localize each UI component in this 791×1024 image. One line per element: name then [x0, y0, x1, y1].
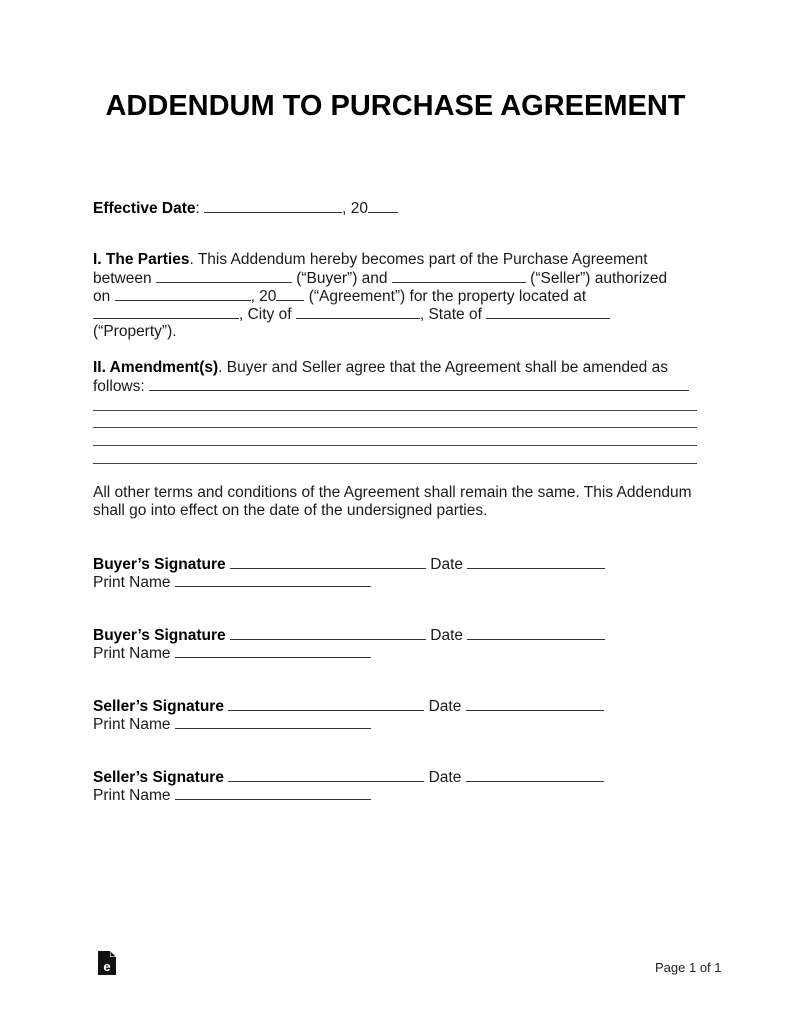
city-label: , City of [239, 306, 292, 323]
signature-block-3 [93, 697, 604, 716]
closing-line-2: shall go into effect on the date of the undersigned parties. [93, 502, 488, 519]
parties-agreement-text: (“Agreement”) for the property located at [308, 288, 587, 305]
print-name-field[interactable] [175, 786, 371, 800]
signature-field[interactable] [228, 697, 424, 711]
date-label: Date [428, 698, 462, 715]
print-name-label: Print Name [93, 574, 171, 591]
amendments-line-2 [93, 377, 689, 396]
closing-line-1: All other terms and conditions of the Agreement shall remain the same. This Addendum [93, 484, 692, 501]
buyer-name-field[interactable] [156, 269, 292, 283]
page-number: Page 1 of 1 [655, 960, 722, 975]
parties-on: on [93, 288, 111, 305]
parties-line-4 [93, 305, 610, 324]
effective-date-year-field[interactable] [368, 199, 398, 213]
signature-field[interactable] [228, 768, 424, 782]
print-name-label: Print Name [93, 716, 171, 733]
print-name-block-1 [93, 573, 371, 592]
date-label: Date [428, 769, 462, 786]
print-name-block-4 [93, 786, 371, 805]
parties-line-5: (“Property”). [93, 323, 177, 340]
parties-line-2 [93, 269, 667, 288]
signature-label: Buyer’s Signature [93, 627, 226, 644]
eforms-document-icon [98, 951, 116, 975]
signature-label: Seller’s Signature [93, 698, 224, 715]
date-field[interactable] [467, 555, 605, 569]
signature-field[interactable] [230, 555, 426, 569]
date-field[interactable] [466, 768, 604, 782]
parties-between: between [93, 270, 152, 287]
state-label: , State of [419, 306, 482, 323]
state-field[interactable] [486, 305, 610, 319]
print-name-label: Print Name [93, 645, 171, 662]
parties-text-1: . This Addendum hereby becomes part of the Purchase Agreement [189, 251, 648, 268]
property-address-field[interactable] [93, 305, 239, 319]
amendment-field-1[interactable] [149, 377, 689, 391]
amendment-field-4[interactable] [93, 445, 697, 446]
amendments-line-1 [93, 359, 668, 377]
print-name-block-3 [93, 715, 371, 734]
signature-field[interactable] [230, 626, 426, 640]
amendments-text-1: . Buyer and Seller agree that the Agreement shall be amended as [218, 359, 668, 376]
parties-seller-label: (“Seller”) authorized [530, 270, 668, 287]
svg-text:e: e [103, 959, 111, 974]
date-field[interactable] [467, 626, 605, 640]
date-label: Date [430, 627, 464, 644]
city-field[interactable] [296, 305, 420, 319]
seller-name-field[interactable] [392, 269, 526, 283]
date-label: Date [430, 556, 464, 573]
amendment-field-5[interactable] [93, 463, 697, 464]
signature-block-4 [93, 768, 604, 787]
signature-block-1 [93, 555, 605, 574]
effective-date-year-prefix: , 20 [342, 200, 368, 217]
print-name-label: Print Name [93, 787, 171, 804]
amendments-heading: II. Amendment(s) [93, 359, 219, 376]
print-name-field[interactable] [175, 573, 371, 587]
amendments-follows: follows: [93, 378, 145, 395]
effective-date-field[interactable] [204, 199, 342, 213]
amendment-field-2[interactable] [93, 410, 697, 411]
effective-date-line [93, 199, 398, 218]
agreement-year-field[interactable] [276, 287, 304, 301]
agreement-date-field[interactable] [115, 287, 251, 301]
print-name-block-2 [93, 644, 371, 663]
signature-label: Buyer’s Signature [93, 556, 226, 573]
parties-line-3 [93, 287, 586, 306]
effective-date-colon: : [195, 200, 200, 217]
page-title: ADDENDUM TO PURCHASE AGREEMENT [105, 90, 686, 122]
print-name-field[interactable] [175, 715, 371, 729]
date-field[interactable] [466, 697, 604, 711]
agreement-year-prefix: , 20 [250, 288, 277, 305]
print-name-field[interactable] [175, 644, 371, 658]
parties-line-1 [93, 251, 648, 269]
parties-heading: I. The Parties [93, 251, 190, 268]
parties-buyer-label: (“Buyer”) and [296, 270, 388, 287]
signature-label: Seller’s Signature [93, 769, 224, 786]
signature-block-2 [93, 626, 605, 645]
effective-date-label: Effective Date [93, 200, 196, 217]
amendment-field-3[interactable] [93, 427, 697, 428]
